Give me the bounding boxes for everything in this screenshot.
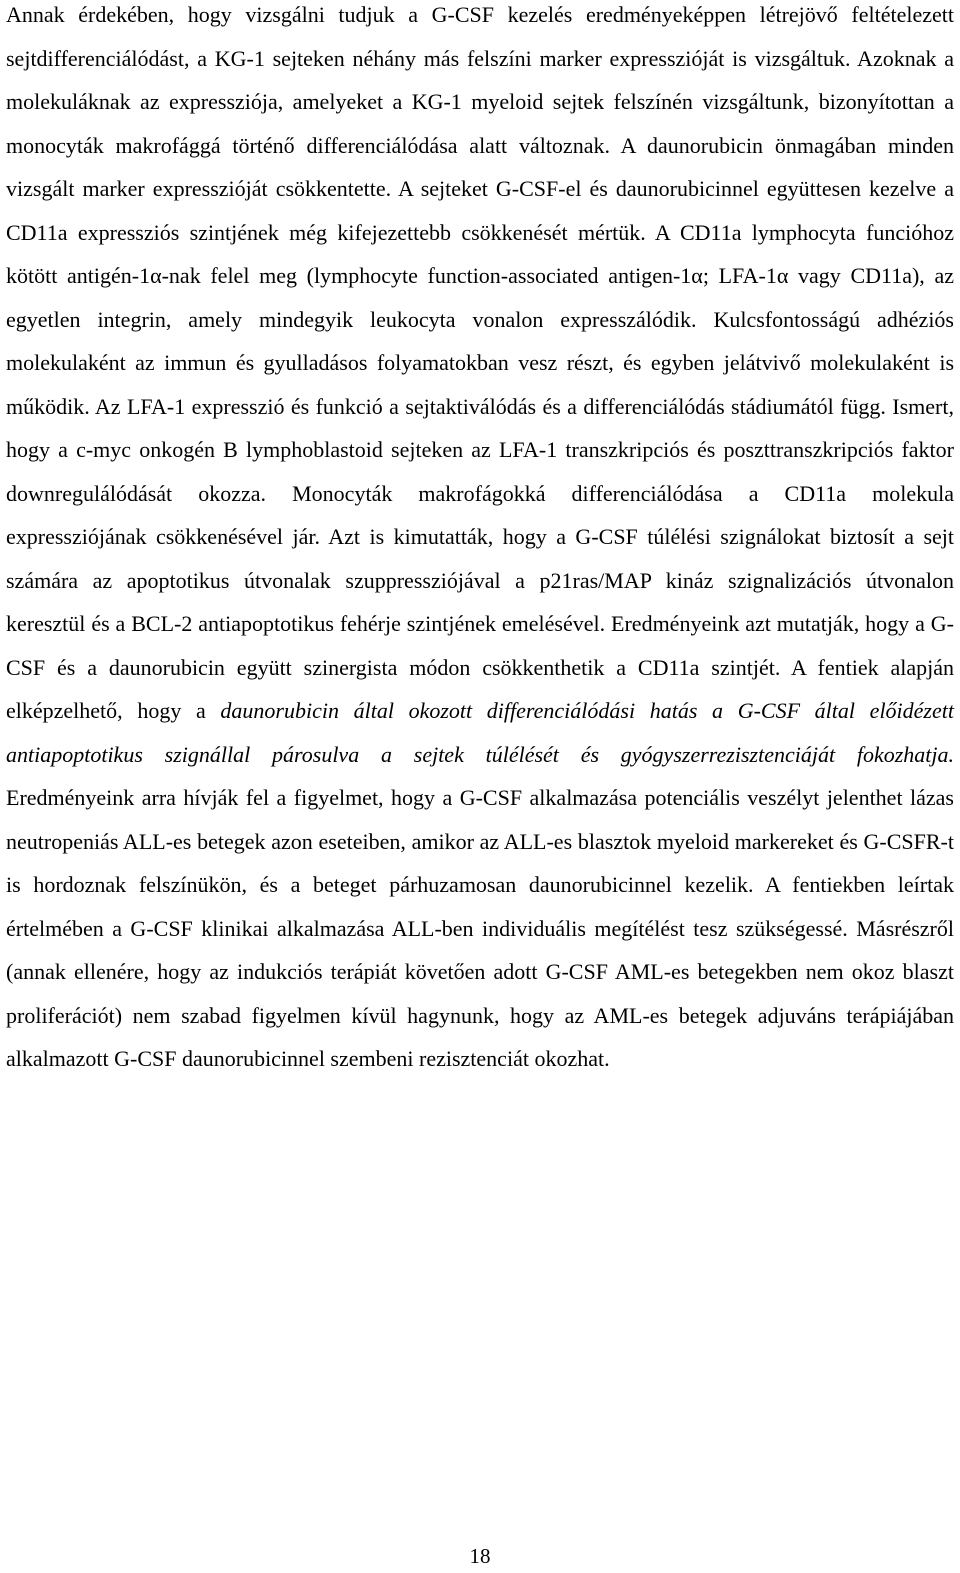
paragraph-italic-text: daunorubicin által okozott differenciálódási hatás a G-CSF által előidézett antiapoptotikus szignállal párosulva a sejtek túlélését és gyógyszerrezisztenciáját fokozhatja. (6, 698, 954, 767)
page-number: 18 (469, 1544, 491, 1568)
body-paragraph (6, 0, 954, 1081)
paragraph-text-part-2: Eredményeink arra hívják fel a figyelmet, hogy a G-CSF alkalmazása potenciális veszélyt jelenthet lázas neutropeniás ALL-es betegek azon eseteiben, amikor az ALL-es blasztok myeloid markereket és G-CSFR-t is hordoznak felszínükön, és a beteget párhuzamosan daunorubicinnel kezelik. A fentiekben leírtak értelmében a G-CSF klinikai alkalmazása ALL-ben individuális megítélést tesz szükségessé. Másrészről (annak ellenére, hogy az indukciós terápiát követően adott G-CSF AML-es betegekben nem okoz blaszt proliferációt) nem szabad figyelmen kívül hagynunk, hogy az AML-es betegek adjuváns terápiájában alkalmazott G-CSF daunorubicinnel szembeni rezisztenciát okozhat. (6, 785, 954, 1071)
paragraph-text-part-1: Annak érdekében, hogy vizsgálni tudjuk a G-CSF kezelés eredményeképpen létrejövő feltételezett sejtdifferenciálódást, a KG-1 sejteken néhány más felszíni marker expresszióját is vizsgáltuk. Azoknak a molekuláknak az expressziója, amelyeket a KG-1 myeloid sejtek felszínén vizsgáltunk, bizonyítottan a monocyták makrofággá történő differenciálódása alatt változnak. A daunorubicin önmagában minden vizsgált marker expresszióját csökkentette. A sejteket G-CSF-el és daunorubicinnel együttesen kezelve a CD11a expressziós szintjének még kifejezettebb csökkenését mértük. A CD11a lymphocyta funcióhoz kötött antigén-1α-nak felel meg (lymphocyte function-associated antigen-1α; LFA-1α vagy CD11a), az egyetlen integrin, amely mindegyik leukocyta vonalon expresszálódik. Kulcsfontosságú adhéziós molekulaként az immun és gyulladásos folyamatokban vesz részt, és egyben jelátvivő molekulaként is működik. Az LFA-1 expresszió és funkció a sejtaktiválódás és a differenciálódás stádiumától függ. Ismert, hogy a c-myc onkogén B lymphoblastoid sejteken az LFA-1 transzkripciós és poszttranszkripciós faktor downregulálódását okozza. Monocyták makrofágokká differenciálódása a CD11a molekula expressziójának csökkenésével jár. Azt is kimutatták, hogy a G-CSF túlélési szignálokat biztosít a sejt számára az apoptotikus útvonalak szuppressziójával a p21ras/MAP kináz szignalizációs útvonalon keresztül és a BCL-2 antiapoptotikus fehérje szintjének emelésével. Eredményeink azt mutatják, hogy a G-CSF és a daunorubicin együtt szinergista módon csökkenthetik a CD11a szintjét. A fentiek alapján elképzelhető, hogy a (6, 2, 954, 723)
